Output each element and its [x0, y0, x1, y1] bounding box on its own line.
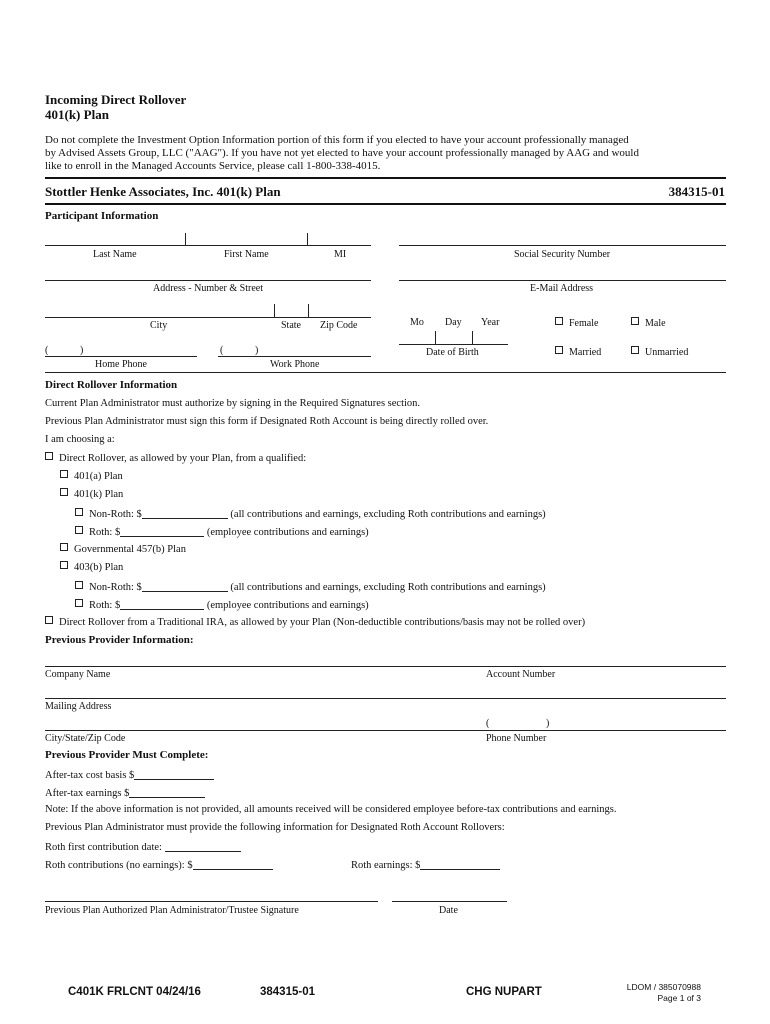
first-name-label: First Name — [224, 249, 269, 260]
checkbox-icon[interactable] — [60, 488, 68, 496]
male-label: Male — [645, 318, 666, 329]
rollover-text: I am choosing a: — [45, 434, 115, 445]
work-phone-label: Work Phone — [270, 359, 320, 370]
checkbox-icon[interactable] — [60, 543, 68, 551]
name-divider — [307, 233, 308, 245]
checkbox-icon[interactable] — [75, 508, 83, 516]
last-name-label: Last Name — [93, 249, 137, 260]
company-line[interactable] — [45, 666, 726, 667]
form-code: C401K FRLCNT 04/24/16 — [68, 986, 201, 998]
month-label: Mo — [410, 317, 424, 328]
email-label: E-Mail Address — [530, 283, 594, 294]
amount-field[interactable] — [420, 858, 500, 870]
address-label: Address - Number & Street — [153, 283, 263, 294]
roth-contributions[interactable] — [45, 858, 273, 871]
plan-number: 384315-01 — [668, 184, 725, 199]
checkbox-icon[interactable] — [75, 526, 83, 534]
option-457b[interactable] — [60, 543, 186, 555]
option-direct-rollover[interactable] — [45, 452, 306, 464]
csz-label: City/State/Zip Code — [45, 733, 126, 744]
aftertax-basis[interactable] — [45, 768, 214, 781]
state-divider — [308, 304, 309, 317]
name-divider — [185, 233, 186, 245]
home-phone-line[interactable] — [45, 356, 197, 357]
day-label: Day — [445, 317, 462, 328]
amount-field[interactable] — [120, 598, 204, 610]
section-divider — [45, 372, 726, 373]
provider-heading: Previous Provider Information: — [45, 634, 194, 646]
option-desc: (employee contributions and earnings) — [206, 600, 369, 611]
option-401k-roth[interactable] — [75, 525, 369, 538]
roth-first-date[interactable] — [45, 840, 241, 853]
married-option[interactable] — [555, 346, 601, 358]
zip-label: Zip Code — [320, 320, 358, 331]
provider-phone-paren-open: ( — [486, 718, 490, 729]
plan-name: Stottler Henke Associates, Inc. 401(k) Plan — [45, 184, 281, 199]
ssn-label: Social Security Number — [514, 249, 611, 260]
female-label: Female — [569, 318, 599, 329]
intro-text-line3: like to enroll in the Managed Accounts Service, please call 1-800-338-4015. — [45, 160, 381, 172]
date-field[interactable] — [165, 840, 241, 852]
field-label: Roth first contribution date: — [45, 842, 162, 853]
phone-label: Phone Number — [486, 733, 547, 744]
city-label: City — [150, 320, 168, 331]
option-label: Roth: $ — [89, 527, 121, 538]
option-401a[interactable] — [60, 470, 123, 482]
option-label: Direct Rollover, as allowed by your Plan, from a qualified: — [59, 453, 307, 464]
checkbox-icon[interactable] — [75, 599, 83, 607]
field-label: Roth earnings: $ — [351, 860, 421, 871]
option-label: Governmental 457(b) Plan — [74, 544, 186, 555]
year-label: Year — [481, 317, 500, 328]
rollover-text: Current Plan Administrator must authorize by signing in the Required Signatures section. — [45, 398, 421, 409]
option-401k-nonroth[interactable] — [75, 507, 546, 520]
home-phone-label: Home Phone — [95, 359, 147, 370]
work-phone-paren-close: ) — [255, 345, 259, 356]
checkbox-icon[interactable] — [60, 470, 68, 478]
option-403b-nonroth[interactable] — [75, 580, 546, 593]
amount-field[interactable] — [193, 858, 273, 870]
work-phone-paren-open: ( — [220, 345, 224, 356]
state-label: State — [281, 320, 301, 331]
amount-field[interactable] — [142, 580, 228, 592]
ssn-line[interactable] — [399, 245, 726, 246]
city-state-zip-line[interactable] — [45, 317, 371, 318]
signature-label: Previous Plan Authorized Plan Administrator/Trustee Signature — [45, 905, 299, 916]
option-403b[interactable] — [60, 561, 123, 573]
checkbox-icon[interactable] — [631, 317, 639, 325]
amount-field[interactable] — [134, 768, 214, 780]
roth-earnings[interactable] — [351, 858, 500, 871]
option-label: 403(b) Plan — [74, 562, 124, 573]
name-line[interactable] — [45, 245, 371, 246]
field-label: Roth contributions (no earnings): $ — [45, 860, 193, 871]
female-option[interactable] — [555, 317, 598, 329]
participant-heading: Participant Information — [45, 210, 159, 222]
rollover-heading: Direct Rollover Information — [45, 379, 178, 391]
email-line[interactable] — [399, 280, 726, 281]
dob-label: Date of Birth — [426, 347, 479, 358]
checkbox-icon[interactable] — [555, 317, 563, 325]
mi-label: MI — [334, 249, 347, 260]
date-label: Date — [439, 905, 458, 916]
home-phone-paren-close: ) — [80, 345, 84, 356]
option-label: Non-Roth: $ — [89, 509, 142, 520]
checkbox-icon[interactable] — [631, 346, 639, 354]
amount-field[interactable] — [120, 525, 204, 537]
amount-field[interactable] — [142, 507, 228, 519]
option-desc: (all contributions and earnings, excluding Roth contributions and earnings) — [230, 582, 546, 593]
checkbox-icon[interactable] — [555, 346, 563, 354]
form-subtitle: 401(k) Plan — [45, 107, 109, 122]
rollover-text: Previous Plan Administrator must sign this form if Designated Roth Account is being directly rolled over. — [45, 416, 489, 427]
dob-divider — [435, 331, 436, 344]
option-desc: (employee contributions and earnings) — [206, 527, 369, 538]
csz-line[interactable] — [45, 730, 726, 731]
option-label: 401(k) Plan — [74, 489, 124, 500]
male-option[interactable] — [631, 317, 666, 329]
intro-text-line2: by Advised Assets Group, LLC ("AAG"). If you have not yet elected to have your account professionally managed by AAG and would — [45, 147, 639, 159]
dob-line[interactable] — [399, 344, 508, 345]
aftertax-earnings[interactable] — [45, 786, 205, 799]
city-divider — [274, 304, 275, 317]
company-label: Company Name — [45, 669, 111, 680]
page-number: Page 1 of 3 — [657, 993, 701, 1003]
option-label: Roth: $ — [89, 600, 121, 611]
date-line[interactable] — [392, 901, 507, 902]
footer-ldom: LDOM / 385070988 — [626, 982, 701, 992]
provider-phone-paren-close: ) — [546, 718, 550, 729]
checkbox-icon[interactable] — [45, 616, 53, 624]
footer-plan-number: 384315-01 — [260, 986, 315, 998]
option-label: Direct Rollover from a Traditional IRA, as allowed by your Plan (Non-deductible contributions/basis may not be rolled over) — [59, 617, 586, 628]
option-desc: (all contributions and earnings, excluding Roth contributions and earnings) — [230, 509, 546, 520]
must-complete-heading: Previous Provider Must Complete: — [45, 749, 209, 761]
signature-line[interactable] — [45, 901, 378, 902]
home-phone-paren-open: ( — [45, 345, 49, 356]
note-text: Note: If the above information is not provided, all amounts received will be considered employee before-tax contributions and earnings. — [45, 804, 617, 815]
option-label: 401(a) Plan — [74, 471, 123, 482]
mailing-label: Mailing Address — [45, 701, 112, 712]
unmarried-label: Unmarried — [645, 347, 689, 358]
address-line[interactable] — [45, 280, 371, 281]
form-title: Incoming Direct Rollover — [45, 92, 187, 107]
amount-field[interactable] — [129, 786, 205, 798]
mailing-line[interactable] — [45, 698, 726, 699]
dob-divider — [472, 331, 473, 344]
account-label: Account Number — [486, 669, 556, 680]
married-label: Married — [569, 347, 602, 358]
field-label: After-tax cost basis $ — [45, 770, 135, 781]
option-label: Non-Roth: $ — [89, 582, 142, 593]
unmarried-option[interactable] — [631, 346, 688, 358]
option-traditional-ira[interactable] — [45, 616, 585, 628]
checkbox-icon[interactable] — [75, 581, 83, 589]
footer-chg: CHG NUPART — [466, 986, 542, 998]
option-401k[interactable] — [60, 488, 123, 500]
checkbox-icon[interactable] — [60, 561, 68, 569]
option-403b-roth[interactable] — [75, 598, 369, 611]
field-label: After-tax earnings $ — [45, 788, 130, 799]
checkbox-icon[interactable] — [45, 452, 53, 460]
work-phone-line[interactable] — [218, 356, 371, 357]
intro-text-line1: Do not complete the Investment Option Information portion of this form if you elected to have your account professionally managed — [45, 134, 629, 146]
plan-bottom-rule — [45, 203, 726, 205]
roth-info-text: Previous Plan Administrator must provide the following information for Designated Roth Account Rollovers: — [45, 822, 505, 833]
plan-top-rule — [45, 177, 726, 179]
